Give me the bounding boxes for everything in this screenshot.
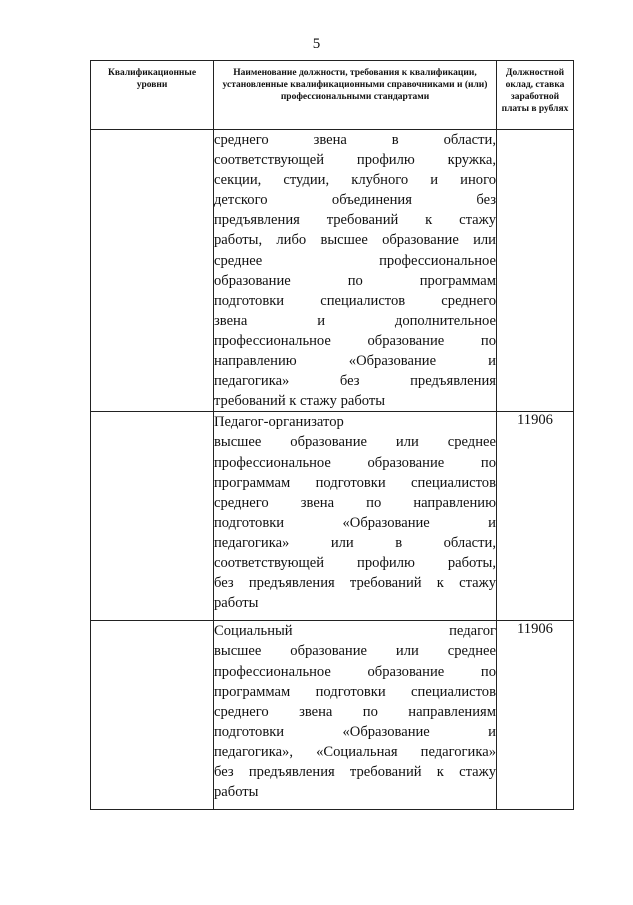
header-position-requirements: Наименование должности, требования к квалификации, установленные квалификационными справочниками и (или) профессиональными стандартами (214, 61, 497, 130)
description-cell (214, 412, 497, 621)
description-line: секции, студии, клубного и иного (214, 172, 496, 189)
salary-cell: 11906 (497, 621, 574, 810)
description-line: высшее образование или среднее (214, 643, 496, 660)
table-row (91, 130, 574, 412)
description-line: подготовки специалистов среднего (214, 292, 496, 309)
description-line: среднего звена по направлению (214, 494, 496, 511)
description-line: работы (214, 595, 259, 612)
description-line: образование по программам (214, 272, 496, 289)
description-line: требований к стажу работы (214, 393, 386, 410)
description-line: высшее образование или среднее (214, 434, 496, 451)
description-line: подготовки «Образование и (214, 514, 496, 531)
header-salary: Должностной оклад, ставка заработной платы в рублях (497, 61, 574, 130)
level-cell (91, 130, 214, 412)
description-line: педагогика» или в области, (214, 534, 496, 551)
description-line: соответствующей профилю работы, (214, 554, 496, 571)
description-line: без предъявления требований к стажу (214, 763, 496, 780)
description-line: профессиональное образование по (214, 454, 496, 471)
level-cell (91, 621, 214, 810)
description-cell (214, 621, 497, 810)
description-line: направлению «Образование и (214, 353, 496, 370)
description-line: детского объединения без (214, 192, 496, 209)
description-cell (214, 130, 497, 412)
table-row (91, 412, 574, 621)
description-line: Социальный педагог (214, 623, 496, 640)
description-line: профессиональное образование по (214, 663, 496, 680)
table-header-row (91, 61, 574, 130)
description-line: работы (214, 784, 259, 801)
salary-cell: 11906 (497, 412, 574, 621)
description-line: профессиональное образование по (214, 332, 496, 349)
description-line: среднего звена по направлениям (214, 703, 496, 720)
description-line: без предъявления требований к стажу (214, 575, 496, 592)
level-cell (91, 412, 214, 621)
description-line: работы, либо высшее образование или (214, 232, 496, 249)
table-row (91, 621, 574, 810)
description-line: соответствующей профилю кружка, (214, 152, 496, 169)
description-line: звена и дополнительное (214, 312, 496, 329)
description-line: среднее профессиональное (214, 252, 496, 269)
description-line: Педагог-организатор (214, 414, 344, 431)
description-line: среднего звена в области, (214, 132, 496, 148)
page-number: 5 (312, 36, 321, 52)
description-line: программам подготовки специалистов (214, 683, 496, 700)
salary-cell (497, 130, 574, 412)
salary-table (90, 60, 574, 810)
description-line: программам подготовки специалистов (214, 474, 496, 491)
description-line: педагогика» без предъявления (214, 373, 496, 390)
description-line: подготовки «Образование и (214, 723, 496, 740)
description-line: предъявления требований к стажу (214, 212, 496, 229)
header-qualification-levels: Квалификационные уровни (91, 61, 214, 130)
description-line: педагогика», «Социальная педагогика» (214, 743, 496, 760)
